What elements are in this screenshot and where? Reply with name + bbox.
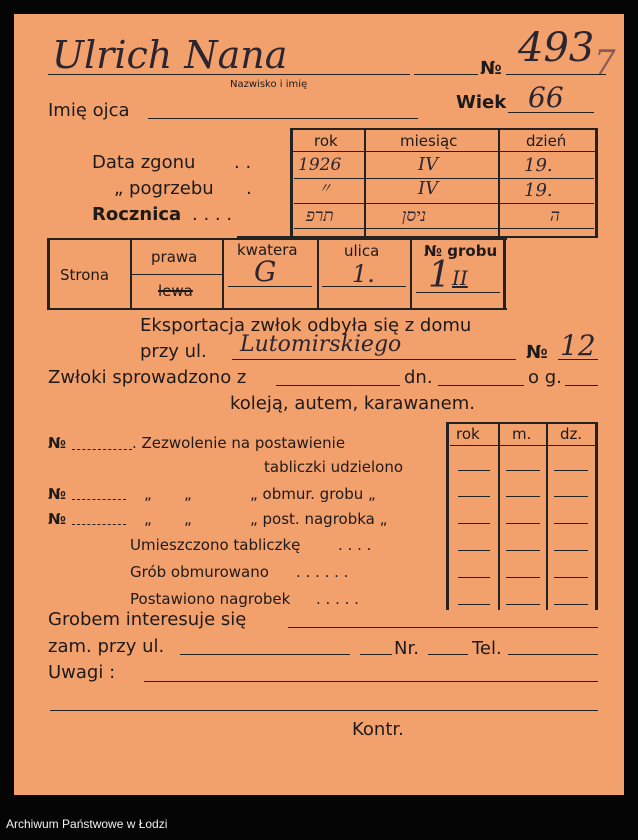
name-value: Ulrich Nana: [52, 33, 288, 77]
permits-row-5: [458, 577, 490, 578]
permit-3-ditto-2: „: [184, 510, 192, 528]
permit-2-no-line: [72, 499, 126, 500]
col-dzien: dzień: [526, 132, 567, 150]
kwatera-value: G: [254, 255, 277, 288]
permits-row-3c: [554, 523, 588, 524]
number-suffix: 7: [594, 43, 616, 83]
permit-3-ditto-1: „: [144, 510, 152, 528]
anniversary-month: ניסן: [402, 206, 426, 226]
permits-row-6b: [506, 604, 540, 605]
ulica-value: 1.: [352, 260, 375, 288]
dates-table-top: [290, 128, 598, 130]
permits-row-1: [458, 470, 490, 471]
permit-3-no-line: [72, 524, 126, 525]
grave-walled-label: Grób obmurowano: [130, 563, 269, 581]
death-month: IV: [418, 154, 439, 175]
remarks-line-1: [144, 681, 598, 682]
cemetery-card: [14, 14, 624, 795]
remarks-label: Uwagi :: [48, 662, 116, 683]
permits-row-2: [458, 496, 490, 497]
export-number-line: [558, 359, 598, 360]
permits-row-5b: [506, 577, 540, 578]
permits-row-6: [458, 604, 490, 605]
location-table-bottom: [47, 308, 507, 310]
headstone-placed-label: Postawiono nagrobek: [130, 590, 291, 608]
permit-3-no: №: [48, 510, 67, 528]
phone-label: Tel.: [472, 638, 502, 659]
number-line: [506, 74, 606, 75]
death-row-line: [294, 178, 594, 179]
permits-row-2c: [554, 496, 588, 497]
dates-table-right: [595, 128, 598, 238]
permits-table-left: [446, 422, 449, 610]
father-label: Imię ojca: [48, 100, 130, 121]
dates-col-divider-1: [364, 128, 366, 236]
lewa-label: lewa: [158, 282, 193, 300]
number-value: 493: [518, 25, 595, 71]
strona-label: Strona: [60, 266, 110, 284]
permits-table-right: [595, 422, 598, 610]
location-divider-1: [130, 238, 132, 308]
permits-divider-2: [546, 422, 548, 610]
permits-row-4: [458, 550, 490, 551]
export-street-label: przy ul.: [140, 341, 207, 362]
interested-line: [288, 627, 598, 628]
permit-2-ditto-2: „: [184, 485, 192, 503]
permit-2-no: №: [48, 485, 67, 503]
side-mid-line: [132, 274, 222, 275]
headstone-placed-dots: . . . . .: [316, 590, 359, 608]
remarks-line-2: [50, 710, 598, 711]
grob-value-2: II: [452, 266, 468, 290]
permits-col-rok: rok: [456, 425, 480, 443]
name-label: Nazwisko i imię: [230, 79, 308, 90]
export-line: Eksportacja zwłok odbyła się z domu: [140, 315, 472, 336]
col-miesiac: miesiąc: [400, 132, 458, 150]
permits-row-2b: [506, 496, 540, 497]
location-table-top: [47, 238, 507, 240]
location-table-left: [47, 238, 50, 310]
permit-1-no-line: [72, 449, 132, 450]
ulica-line: [322, 286, 406, 287]
age-label: Wiek: [456, 92, 507, 113]
interested-label: Grobem interesuje się: [48, 609, 247, 630]
permits-header-line: [450, 445, 595, 446]
dates-table-header-bottom: [290, 151, 598, 152]
location-divider-2: [222, 238, 224, 308]
location-divider-4: [410, 238, 412, 308]
anniversary-row-line: [294, 228, 594, 229]
ulica-label: ulica: [344, 242, 380, 260]
permits-row-3: [458, 523, 490, 524]
permit-3-text: „ post. nagrobka „: [250, 510, 388, 528]
death-day: 19.: [524, 155, 553, 176]
anniversary-day: ה: [550, 206, 560, 226]
archive-footer: Archiwum Państwowe w Łodzi: [6, 817, 168, 831]
anniversary-year: תרפ: [306, 206, 334, 226]
location-table-right: [503, 238, 506, 310]
permits-row-1c: [554, 470, 588, 471]
permit-1-text: . Zezwolenie na postawienie: [132, 434, 346, 452]
death-year: 1926: [298, 155, 342, 175]
permits-row-5c: [554, 577, 588, 578]
father-line: [148, 118, 418, 119]
burial-date-dots: .: [246, 178, 252, 199]
control-label: Kontr.: [352, 719, 404, 740]
address-line: [180, 654, 350, 655]
address-number-line: [428, 654, 468, 655]
death-date-label: Data zgonu: [92, 152, 196, 173]
permit-1-no: №: [48, 434, 67, 452]
brought-hour-line: [565, 385, 598, 386]
burial-row-line: [294, 203, 594, 204]
brought-hour-label: o g.: [528, 367, 562, 388]
address-line-2: [360, 654, 392, 655]
location-divider-3: [317, 238, 319, 308]
col-rok: rok: [314, 132, 338, 150]
permit-2-ditto-1: „: [144, 485, 152, 503]
brought-from-line: [276, 385, 400, 386]
name-line: [48, 74, 410, 75]
grob-value: 1: [428, 255, 451, 296]
age-value: 66: [528, 81, 564, 114]
export-street-value: Lutomirskiego: [240, 332, 402, 357]
burial-year: 〃: [318, 181, 332, 197]
burial-month: IV: [418, 178, 439, 199]
age-line: [508, 112, 594, 113]
brought-date-label: dn.: [404, 367, 433, 388]
export-number-value: 12: [560, 329, 596, 362]
permits-row-1b: [506, 470, 540, 471]
kwatera-label: kwatera: [237, 241, 298, 259]
number-label: №: [480, 58, 502, 79]
anniversary-label: Rocznica: [92, 204, 182, 225]
plaque-placed-dots: . . . .: [338, 536, 372, 554]
address-number-label: Nr.: [394, 638, 419, 659]
brought-from-label: Zwłoki sprowadzono z: [48, 367, 247, 388]
burial-date-label: „ pogrzebu: [114, 178, 214, 199]
death-date-dots: . .: [234, 152, 252, 173]
export-number-label: №: [526, 342, 548, 363]
permits-table-top: [446, 422, 598, 424]
address-label: zam. przy ul.: [48, 636, 165, 657]
grob-line: [416, 292, 500, 293]
burial-day: 19.: [524, 180, 553, 201]
plaque-placed-label: Umieszczono tabliczkę: [130, 536, 301, 554]
grob-label: № grobu: [424, 242, 498, 260]
anniversary-dots: . . . .: [192, 204, 233, 225]
dates-col-divider-2: [498, 128, 500, 236]
prawa-label: prawa: [151, 248, 198, 266]
permit-1-text-b: tabliczki udzielono: [264, 458, 403, 476]
name-line-right: [414, 74, 478, 75]
dates-table-left: [290, 128, 293, 238]
permits-row-4c: [554, 550, 588, 551]
permit-2-text: „ obmur. grobu „: [250, 485, 376, 503]
permits-row-3b: [506, 523, 540, 524]
permits-col-dz: dz.: [560, 425, 583, 443]
kwatera-line: [228, 286, 312, 287]
grave-walled-dots: . . . . . .: [296, 563, 349, 581]
permits-row-4b: [506, 550, 540, 551]
permits-row-6c: [554, 604, 588, 605]
brought-date-line: [438, 385, 524, 386]
permits-col-m: m.: [512, 425, 532, 443]
transport-label: koleją, autem, karawanem.: [230, 393, 475, 414]
permits-divider-1: [498, 422, 500, 610]
export-street-line: [232, 359, 516, 360]
phone-line: [508, 654, 598, 655]
